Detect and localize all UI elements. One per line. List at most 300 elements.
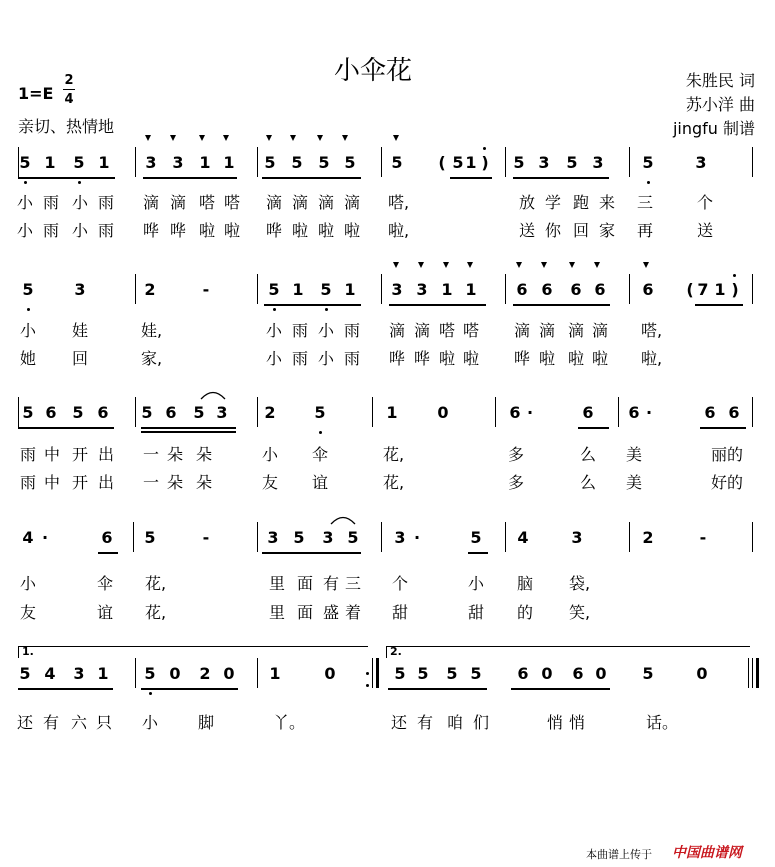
lyric-syllable: 哗 xyxy=(142,221,159,240)
bar-line xyxy=(257,147,258,177)
lyric-syllable: 嗒 xyxy=(198,193,215,212)
bar-line xyxy=(752,397,753,427)
lyric-syllable: 么 xyxy=(579,445,596,464)
lyric-syllable: 谊 xyxy=(311,473,328,492)
lyric-syllable: 个 xyxy=(391,574,408,593)
note: 4 xyxy=(517,528,529,547)
note: 0 xyxy=(324,664,336,683)
note: 5 xyxy=(144,664,156,683)
bar-line xyxy=(505,274,506,304)
note: 3 xyxy=(391,280,403,299)
accent-mark xyxy=(223,135,229,141)
note: 5 xyxy=(264,153,276,172)
lyric-syllable: 家 xyxy=(598,221,615,240)
lyric-syllable: 出 xyxy=(97,473,114,492)
note: 2 xyxy=(264,403,276,422)
bar-line xyxy=(505,147,506,177)
lyric-syllable: 啦 xyxy=(343,221,360,240)
bar-line xyxy=(752,658,753,688)
lyric-syllable: 朵 xyxy=(195,445,212,464)
bar-line xyxy=(135,658,136,688)
note: 5 xyxy=(347,528,359,547)
lyric-syllable: 滴 xyxy=(567,321,584,340)
volta-1-hook xyxy=(18,646,19,658)
lyric-syllable: 有 xyxy=(42,713,59,732)
accent-mark xyxy=(443,262,449,268)
note: - xyxy=(202,280,210,299)
note: 1 xyxy=(292,280,304,299)
note: 6 xyxy=(45,403,57,422)
note: 5 xyxy=(19,664,31,683)
lyric-syllable: 哗 xyxy=(413,349,430,368)
lyric-syllable: 花, xyxy=(383,445,405,464)
note: 5 xyxy=(452,153,464,172)
bar-line xyxy=(135,397,136,427)
note: 1 xyxy=(199,153,211,172)
note: 6 xyxy=(642,280,654,299)
lyric-syllable: 小 xyxy=(16,221,33,240)
note: 5 xyxy=(391,153,403,172)
lyric-syllable: 来 xyxy=(598,193,615,212)
accent-mark xyxy=(199,135,205,141)
bar-line xyxy=(135,147,136,177)
lyric-syllable: 脑 xyxy=(516,574,533,593)
repeat-bar-thin xyxy=(372,658,373,688)
lyric-syllable: 滴 xyxy=(513,321,530,340)
lyric-syllable: 啦, xyxy=(641,349,663,368)
note: 6 xyxy=(572,664,584,683)
accent-mark xyxy=(290,135,296,141)
lyric-syllable: 小 xyxy=(19,321,36,340)
note: 5 xyxy=(22,403,34,422)
lyric-syllable: 你 xyxy=(544,221,561,240)
lyric-syllable: 啦 xyxy=(223,221,240,240)
lyric-syllable: 们 xyxy=(472,713,489,732)
note: 2 xyxy=(199,664,211,683)
lyric-syllable: 回 xyxy=(71,349,88,368)
lyric-syllable: 花, xyxy=(145,603,167,622)
accent-mark xyxy=(266,135,272,141)
lyric-syllable: 嗒 xyxy=(438,321,455,340)
note-underline xyxy=(388,688,487,690)
lyric-syllable: 啦 xyxy=(291,221,308,240)
note: 5 xyxy=(291,153,303,172)
lyric-syllable: 甜 xyxy=(391,603,408,622)
lyric-syllable: 啦 xyxy=(317,221,334,240)
bar-line xyxy=(135,274,136,304)
note: 3 xyxy=(145,153,157,172)
lyric-syllable: 小 xyxy=(71,221,88,240)
bar-line xyxy=(756,658,759,688)
composer-credit: 苏小洋 曲 xyxy=(685,95,755,114)
lyric-syllable: 六 xyxy=(70,713,87,732)
lyric-syllable: 开 xyxy=(71,445,88,464)
note: 1 xyxy=(441,280,453,299)
time-signature-top: 2 xyxy=(64,73,74,88)
note: 0 xyxy=(169,664,181,683)
lyric-syllable: 多 xyxy=(507,445,524,464)
note: ( xyxy=(686,280,694,299)
lyric-syllable: 面 xyxy=(296,603,313,622)
lyric-syllable: 小 xyxy=(19,574,36,593)
lyric-syllable: 雨 xyxy=(343,321,360,340)
volta-1-label: 1. xyxy=(22,645,34,658)
lyric-syllable: 雨 xyxy=(42,221,59,240)
note: 3 xyxy=(172,153,184,172)
note-underline xyxy=(262,177,361,179)
lyric-syllable: 滴 xyxy=(343,193,360,212)
lyric-syllable: 雨 xyxy=(97,221,114,240)
lyric-syllable: 小 xyxy=(467,574,484,593)
lyric-syllable: 有 xyxy=(322,574,339,593)
lyric-syllable: 悄 xyxy=(546,713,563,732)
engraver-credit: jingfu 制谱 xyxy=(672,119,755,138)
note: 5 xyxy=(314,403,326,422)
bar-line xyxy=(505,522,506,552)
note: 3 xyxy=(73,664,85,683)
note: 1 xyxy=(465,153,477,172)
octave-dot xyxy=(149,692,152,695)
note: · xyxy=(41,528,49,547)
note: 6 xyxy=(594,280,606,299)
lyric-syllable: 滴 xyxy=(591,321,608,340)
volta-1-line xyxy=(18,646,368,647)
bar-line xyxy=(752,522,753,552)
note: 3 xyxy=(74,280,86,299)
bar-line xyxy=(381,147,382,177)
note: 1 xyxy=(714,280,726,299)
lyric-syllable: 话。 xyxy=(646,713,679,732)
lyric-syllable: 小 xyxy=(261,445,278,464)
note: 0 xyxy=(696,664,708,683)
bar-line xyxy=(372,397,373,427)
slur xyxy=(330,515,356,525)
lyric-syllable: 啦 xyxy=(591,349,608,368)
lyric-syllable: 伞 xyxy=(96,574,113,593)
note: 3 xyxy=(592,153,604,172)
accent-mark xyxy=(516,262,522,268)
lyric-syllable: 雨 xyxy=(19,473,36,492)
note: 3 xyxy=(216,403,228,422)
note: - xyxy=(202,528,210,547)
note: 0 xyxy=(541,664,553,683)
lyric-syllable: 送 xyxy=(696,221,713,240)
lyric-syllable: 面 xyxy=(296,574,313,593)
note: - xyxy=(699,528,707,547)
lyric-syllable: 袋, xyxy=(569,574,591,593)
accent-mark xyxy=(145,135,151,141)
bar-line xyxy=(629,147,630,177)
lyric-syllable: 啦 xyxy=(438,349,455,368)
octave-dot xyxy=(325,308,328,311)
bar-line xyxy=(629,522,630,552)
note: 5 xyxy=(566,153,578,172)
volta-2-line xyxy=(386,646,750,647)
lyric-syllable: 滴 xyxy=(265,193,282,212)
time-signature-line xyxy=(63,89,75,90)
bar-line xyxy=(381,274,382,304)
note: 5 xyxy=(141,403,153,422)
bar-line xyxy=(18,397,19,427)
note: 6 xyxy=(628,403,640,422)
lyric-syllable: 雨 xyxy=(291,349,308,368)
repeat-dot xyxy=(366,684,369,687)
lyric-syllable: 雨 xyxy=(42,193,59,212)
lyric-syllable: 嗒 xyxy=(223,193,240,212)
note: 6 xyxy=(516,280,528,299)
lyric-syllable: 朵 xyxy=(166,473,183,492)
lyric-syllable: 朵 xyxy=(166,445,183,464)
lyric-syllable: 还 xyxy=(16,713,33,732)
lyric-syllable: 啦 xyxy=(198,221,215,240)
note-underline xyxy=(18,427,114,429)
lyric-syllable: 雨 xyxy=(19,445,36,464)
lyric-syllable: 个 xyxy=(696,193,713,212)
lyric-syllable: 谊 xyxy=(96,603,113,622)
lyric-syllable: 一 xyxy=(142,473,159,492)
lyric-syllable: 三 xyxy=(636,193,653,212)
accent-mark xyxy=(170,135,176,141)
note: · xyxy=(526,403,534,422)
lyric-syllable: 送 xyxy=(518,221,535,240)
bar-line xyxy=(752,147,753,177)
note: 1 xyxy=(97,664,109,683)
note: 5 xyxy=(19,153,31,172)
lyric-syllable: 中 xyxy=(43,473,60,492)
lyric-syllable: 嗒, xyxy=(641,321,663,340)
lyric-syllable: 啦 xyxy=(538,349,555,368)
lyricist-credit: 朱胜民 词 xyxy=(685,71,755,90)
lyric-syllable: 娃 xyxy=(71,321,88,340)
lyric-syllable: 雨 xyxy=(97,193,114,212)
bar-line xyxy=(381,522,382,552)
lyric-syllable: 的 xyxy=(516,603,533,622)
lyric-syllable: 家, xyxy=(141,349,163,368)
note: 5 xyxy=(470,664,482,683)
note-underline xyxy=(578,427,609,429)
note: 3 xyxy=(267,528,279,547)
lyric-syllable: 美 xyxy=(625,473,642,492)
lyric-syllable: 小 xyxy=(265,349,282,368)
lyric-syllable: 滴 xyxy=(169,193,186,212)
accent-mark xyxy=(594,262,600,268)
note: 3 xyxy=(571,528,583,547)
lyric-syllable: 滴 xyxy=(388,321,405,340)
accent-mark xyxy=(393,135,399,141)
lyric-syllable: 咱 xyxy=(446,713,463,732)
bar-line xyxy=(133,522,134,552)
lyric-syllable: 雨 xyxy=(343,349,360,368)
lyric-syllable: 只 xyxy=(95,713,112,732)
note: 3 xyxy=(416,280,428,299)
lyric-syllable: 啦, xyxy=(388,221,410,240)
note-underline xyxy=(450,177,492,179)
upload-note: 本曲谱上传于 xyxy=(586,848,652,861)
lyric-syllable: 多 xyxy=(507,473,524,492)
note: ) xyxy=(731,280,739,299)
bar-line xyxy=(752,274,753,304)
lyric-syllable: 友 xyxy=(19,603,36,622)
octave-dot xyxy=(27,308,30,311)
lyric-syllable: 丽的 xyxy=(711,445,744,464)
lyric-syllable: 滴 xyxy=(413,321,430,340)
note-underline xyxy=(141,688,238,690)
note-underline xyxy=(468,552,488,554)
lyric-syllable: 伞 xyxy=(311,445,328,464)
note: 3 xyxy=(538,153,550,172)
note: ) xyxy=(481,153,489,172)
note: 0 xyxy=(595,664,607,683)
note-underline xyxy=(695,304,743,306)
volta-2-label: 2. xyxy=(390,645,402,658)
note: · xyxy=(645,403,653,422)
note: 2 xyxy=(642,528,654,547)
note: 6 xyxy=(728,403,740,422)
lyric-syllable: 小 xyxy=(265,321,282,340)
note: ( xyxy=(438,153,446,172)
note: 5 xyxy=(642,153,654,172)
lyric-syllable: 嗒, xyxy=(388,193,410,212)
note: 5 xyxy=(293,528,305,547)
note: 1 xyxy=(269,664,281,683)
lyric-syllable: 里 xyxy=(268,603,285,622)
accent-mark xyxy=(418,262,424,268)
note-underline xyxy=(264,304,361,306)
bar-line xyxy=(495,397,496,427)
repeat-bar-thick xyxy=(376,658,379,688)
lyric-syllable: 啦 xyxy=(567,349,584,368)
note-underline xyxy=(98,552,118,554)
note-underline xyxy=(18,688,113,690)
lyric-syllable: 滴 xyxy=(538,321,555,340)
accent-mark xyxy=(467,262,473,268)
lyric-syllable: 三 xyxy=(344,574,361,593)
bar-line xyxy=(629,274,630,304)
note: 4 xyxy=(44,664,56,683)
octave-dot xyxy=(319,431,322,434)
repeat-dot xyxy=(366,672,369,675)
lyric-syllable: 滴 xyxy=(142,193,159,212)
note: 5 xyxy=(72,403,84,422)
lyric-syllable: 笑, xyxy=(569,603,591,622)
note: 3 xyxy=(322,528,334,547)
lyric-syllable: 滴 xyxy=(291,193,308,212)
lyric-syllable: 娃, xyxy=(141,321,163,340)
lyric-syllable: 着 xyxy=(344,603,361,622)
lyric-syllable: 中 xyxy=(43,445,60,464)
note: 5 xyxy=(144,528,156,547)
note-underline xyxy=(700,427,746,429)
lyric-syllable: 么 xyxy=(579,473,596,492)
note-underline xyxy=(143,177,237,179)
bar-line xyxy=(257,658,258,688)
lyric-syllable: 朵 xyxy=(195,473,212,492)
note: 5 xyxy=(417,664,429,683)
lyric-syllable: 啦 xyxy=(462,349,479,368)
lyric-syllable: 放 xyxy=(518,193,535,212)
note: 5 xyxy=(268,280,280,299)
lyric-syllable: 她 xyxy=(19,349,36,368)
lyric-syllable: 美 xyxy=(625,445,642,464)
accent-mark xyxy=(393,262,399,268)
note: 6 xyxy=(517,664,529,683)
note: 5 xyxy=(513,153,525,172)
octave-dot xyxy=(24,181,27,184)
lyric-syllable: 小 xyxy=(141,713,158,732)
note: 5 xyxy=(318,153,330,172)
accent-mark xyxy=(317,135,323,141)
lyric-syllable: 甜 xyxy=(467,603,484,622)
note: 5 xyxy=(642,664,654,683)
site-logo: 中国曲谱网 xyxy=(672,845,742,861)
note-underline xyxy=(141,427,236,429)
octave-dot xyxy=(78,181,81,184)
octave-dot xyxy=(273,308,276,311)
lyric-syllable: 小 xyxy=(71,193,88,212)
octave-dot xyxy=(647,181,650,184)
note-underline xyxy=(513,177,609,179)
note: 5 xyxy=(470,528,482,547)
accent-mark xyxy=(569,262,575,268)
note: 6 xyxy=(704,403,716,422)
note-underline xyxy=(511,688,610,690)
final-bar-thin xyxy=(748,658,749,688)
note: 5 xyxy=(320,280,332,299)
note: 6 xyxy=(97,403,109,422)
note-underline xyxy=(18,177,115,179)
lyric-syllable: 丫。 xyxy=(273,713,306,732)
note: 1 xyxy=(344,280,356,299)
accent-mark xyxy=(643,262,649,268)
note: 5 xyxy=(394,664,406,683)
note: 6 xyxy=(101,528,113,547)
lyric-syllable: 好的 xyxy=(711,473,744,492)
note: 5 xyxy=(193,403,205,422)
note-underline xyxy=(141,431,236,433)
bar-line xyxy=(257,522,258,552)
lyric-syllable: 花, xyxy=(383,473,405,492)
note: 3 xyxy=(394,528,406,547)
note: 1 xyxy=(98,153,110,172)
tempo-marking: 亲切、热情地 xyxy=(18,117,115,136)
note-underline xyxy=(262,552,361,554)
lyric-syllable: 小 xyxy=(317,321,334,340)
lyric-syllable: 开 xyxy=(71,473,88,492)
note: 6 xyxy=(570,280,582,299)
slur xyxy=(200,390,226,400)
lyric-syllable: 学 xyxy=(544,193,561,212)
lyric-syllable: 脚 xyxy=(197,713,214,732)
note: 4 xyxy=(22,528,34,547)
lyric-syllable: 滴 xyxy=(317,193,334,212)
lyric-syllable: 哗 xyxy=(265,221,282,240)
lyric-syllable: 一 xyxy=(142,445,159,464)
note: 0 xyxy=(437,403,449,422)
note: 1 xyxy=(44,153,56,172)
lyric-syllable: 回 xyxy=(572,221,589,240)
lyric-syllable: 小 xyxy=(317,349,334,368)
lyric-syllable: 雨 xyxy=(291,321,308,340)
octave-dot xyxy=(733,274,736,277)
note: 1 xyxy=(386,403,398,422)
time-signature-bottom: 4 xyxy=(64,92,74,107)
lyric-syllable: 出 xyxy=(97,445,114,464)
lyric-syllable: 盛 xyxy=(322,603,339,622)
lyric-syllable: 嗒 xyxy=(462,321,479,340)
lyric-syllable: 跑 xyxy=(572,193,589,212)
lyric-syllable: 哗 xyxy=(388,349,405,368)
lyric-syllable: 再 xyxy=(636,221,653,240)
